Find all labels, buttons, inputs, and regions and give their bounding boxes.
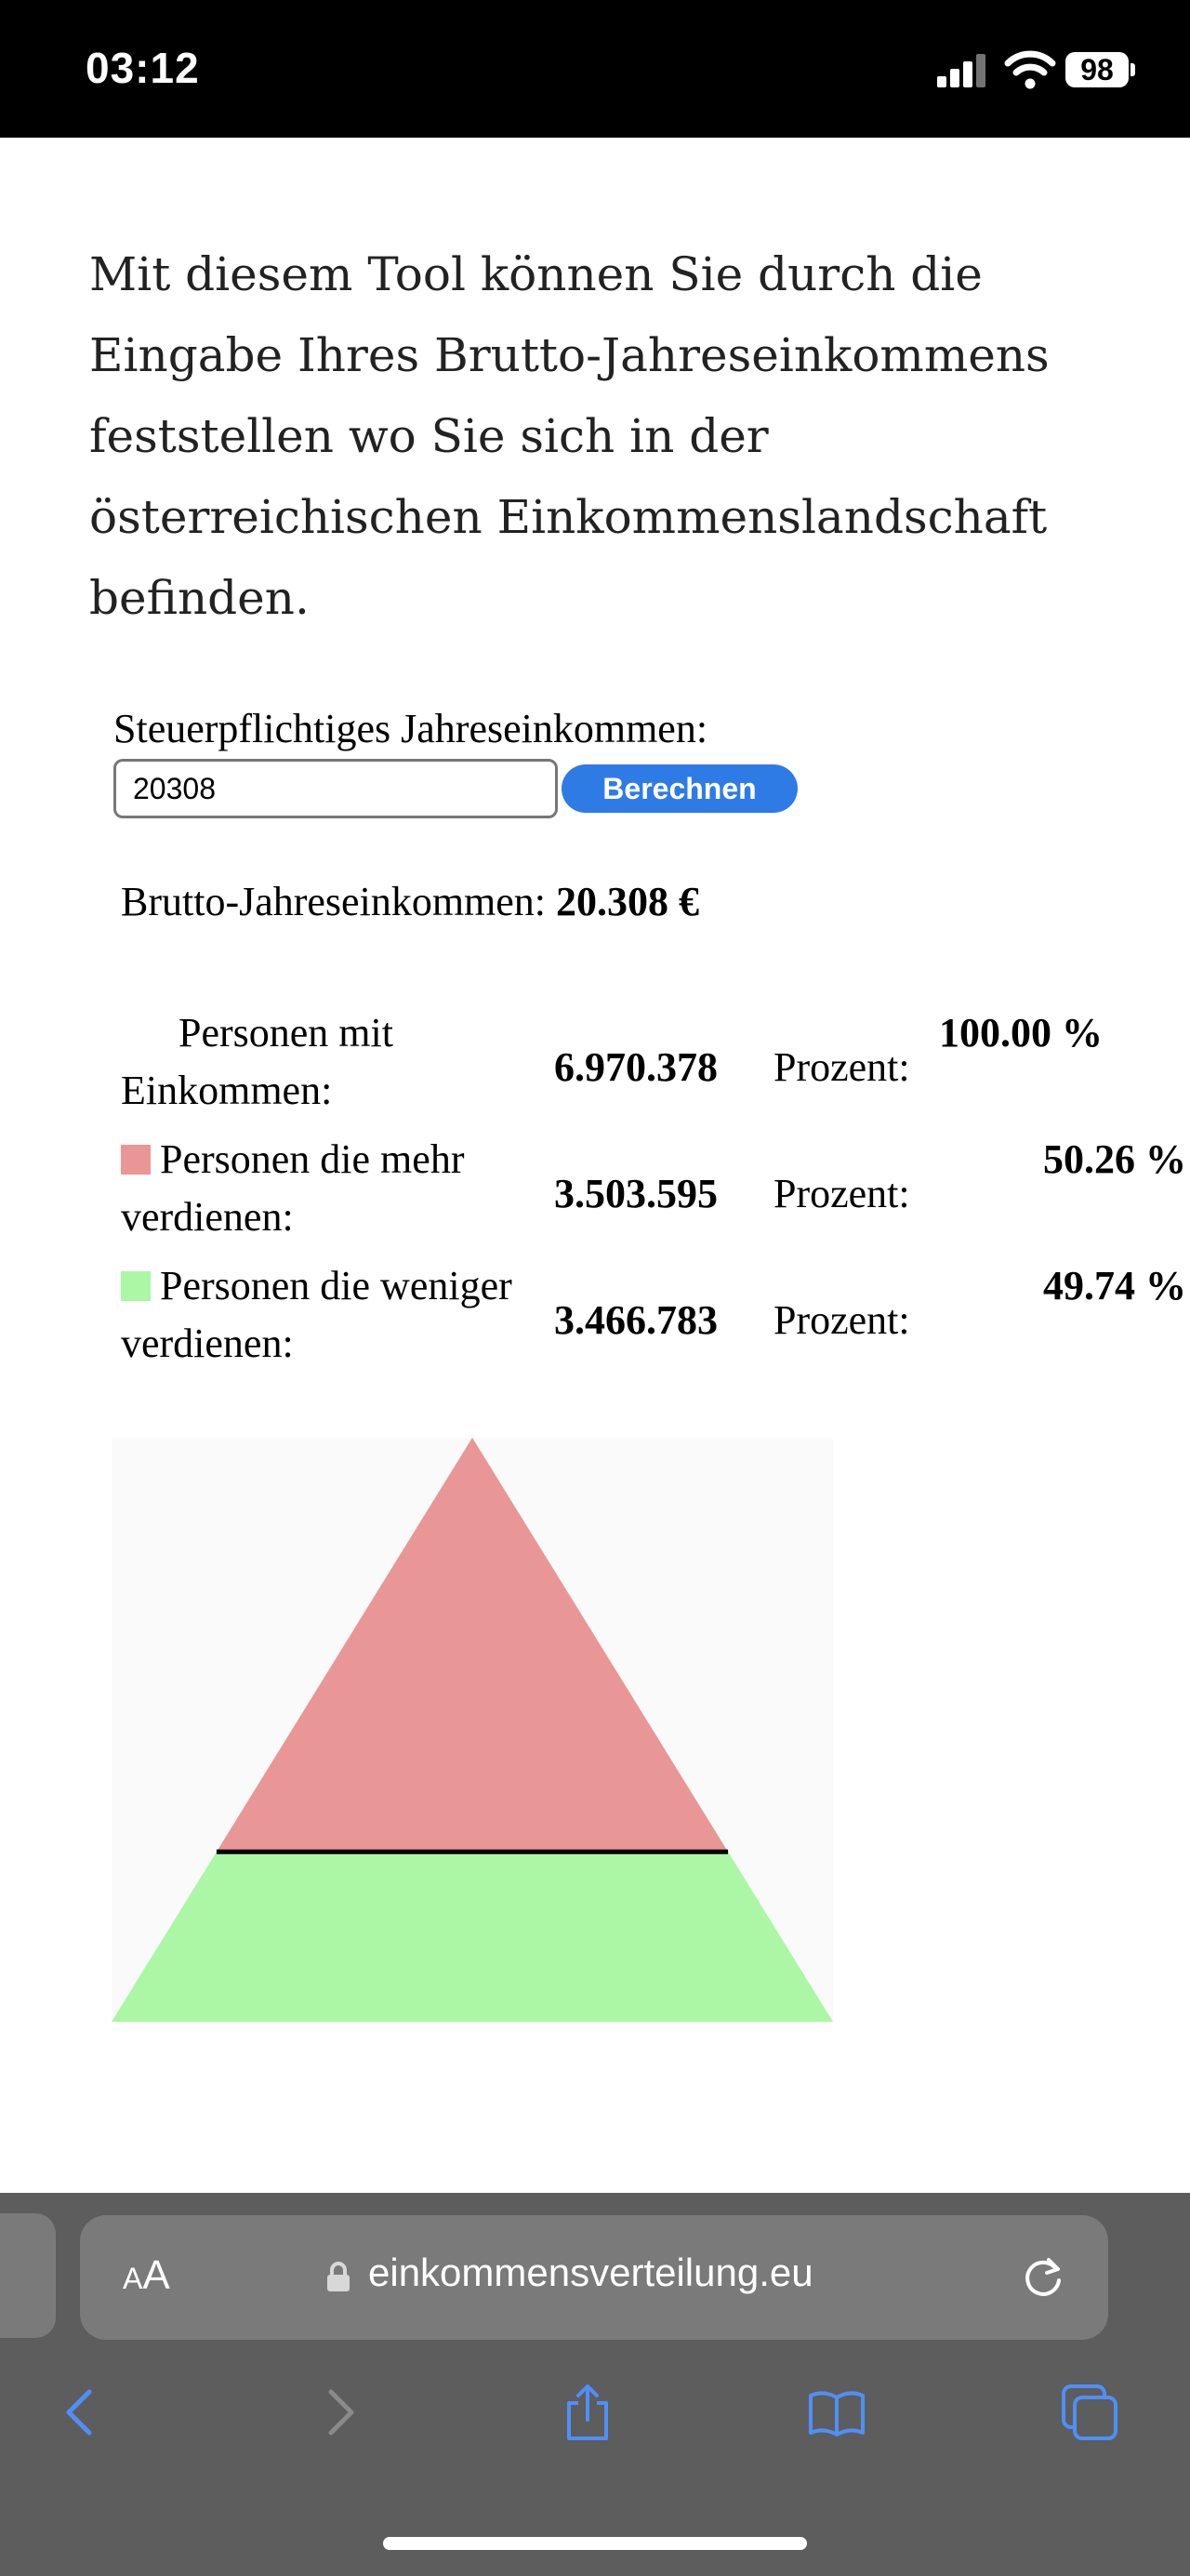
pyramid-lower-section	[112, 1852, 833, 2022]
share-icon[interactable]	[558, 2383, 617, 2442]
url-text[interactable]: einkommensverteilung.eu	[368, 2251, 813, 2294]
legend-swatch-below	[121, 1271, 151, 1301]
gross-income-value: 20.308 €	[556, 879, 700, 924]
forward-icon[interactable]	[309, 2383, 368, 2442]
stat-label	[121, 1004, 521, 1120]
stat-count: 3.466.783	[554, 1297, 718, 1343]
reload-icon[interactable]	[1019, 2252, 1067, 2301]
lock-icon	[325, 2262, 351, 2293]
previous-tab-peek[interactable]	[0, 2213, 56, 2338]
cellular-signal-icon	[937, 54, 989, 87]
stat-prozent-label: Prozent:	[774, 1171, 910, 1216]
gross-income-label: Brutto-Jahreseinkommen:	[121, 879, 547, 924]
stat-prozent-label: Prozent:	[774, 1044, 910, 1090]
stat-label	[121, 1131, 521, 1246]
intro-text: Mit diesem Tool können Sie durch die Eingabe Ihres Brutto-Jahreseinkommens feststellen wo Sie sich in der österreichischen Einkommenslandschaft befinden.	[89, 247, 1050, 625]
stat-label-text: Personen die weniger verdienen:	[121, 1263, 512, 1366]
stat-count: 3.503.595	[554, 1171, 718, 1216]
stat-prozent-label: Prozent:	[774, 1297, 910, 1343]
stat-count: 6.970.378	[554, 1044, 718, 1090]
wifi-icon	[1004, 50, 1056, 89]
income-label: Steuerpflichtiges Jahreseinkommen:	[113, 706, 708, 751]
stat-row-below	[121, 1257, 1186, 1384]
stat-label	[121, 1257, 521, 1373]
back-icon[interactable]	[52, 2383, 112, 2442]
stat-label-text: Personen die mehr verdienen:	[121, 1136, 465, 1240]
reader-settings-button[interactable]: AA	[123, 2252, 170, 2298]
home-indicator	[383, 2537, 807, 2550]
stat-row-total	[121, 1004, 1103, 1131]
income-input[interactable]	[113, 759, 558, 818]
stat-percent: 100.00 %	[939, 1010, 1103, 1056]
tabs-icon[interactable]	[1060, 2383, 1119, 2442]
income-pyramid	[112, 1438, 833, 2022]
legend-swatch-above	[121, 1145, 151, 1175]
stat-row-above	[121, 1131, 1186, 1257]
bookmarks-icon[interactable]	[807, 2383, 866, 2442]
status-bar	[0, 0, 1190, 138]
stat-percent: 49.74 %	[1043, 1263, 1186, 1308]
gross-income-result	[121, 878, 699, 925]
battery-indicator: 98	[1065, 52, 1129, 87]
stat-percent: 50.26 %	[1043, 1136, 1186, 1182]
status-time: 03:12	[86, 44, 200, 92]
stat-label-text: Personen mit Einkommen:	[121, 1010, 393, 1113]
battery-tip	[1130, 63, 1135, 76]
calculate-button[interactable]: Berechnen	[562, 764, 798, 813]
